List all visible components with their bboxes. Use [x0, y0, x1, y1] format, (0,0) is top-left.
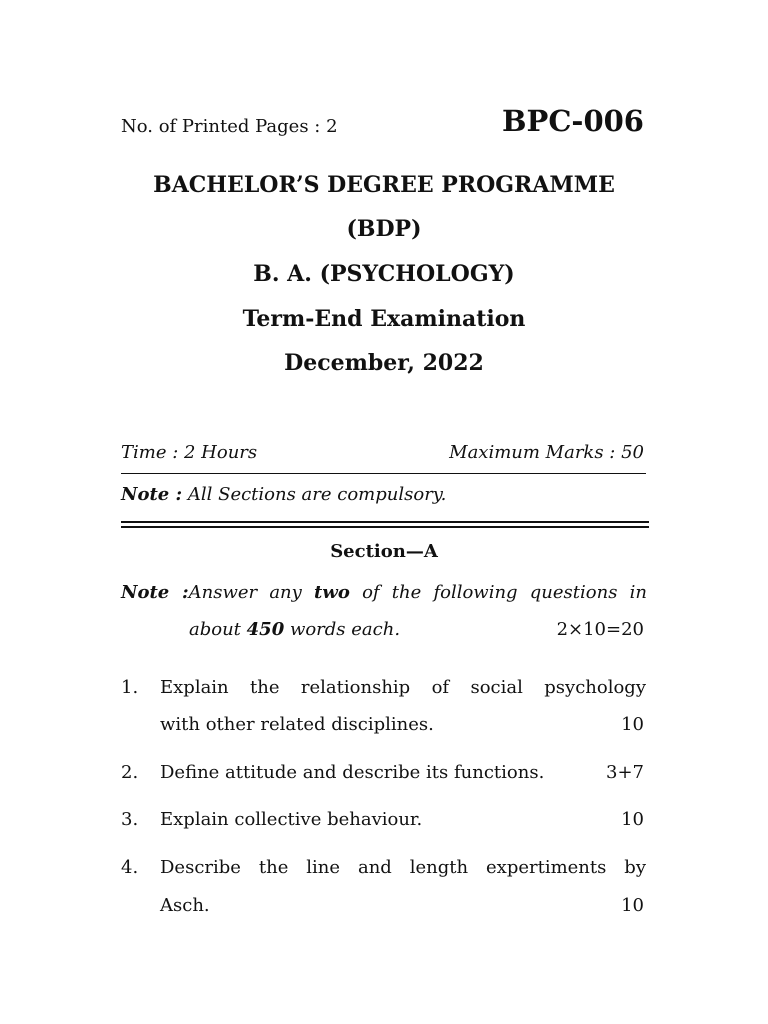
question-marks: 10: [621, 809, 644, 830]
section-note-text: of the following questions in: [349, 582, 647, 603]
programme-title: BACHELOR’S DEGREE PROGRAMME: [153, 172, 615, 198]
section-note-label: Note :: [121, 582, 189, 603]
maximum-marks: Maximum Marks : 50: [449, 442, 644, 463]
exam-session: December, 2022: [284, 350, 484, 376]
question-number: 3.: [121, 809, 139, 830]
section-note-line2: [189, 619, 400, 640]
paper-code: BPC-006: [502, 104, 644, 138]
section-note-text: words each.: [284, 619, 401, 640]
time-allowed: Time : 2 Hours: [121, 442, 258, 463]
question-marks: 3+7: [606, 762, 644, 783]
section-note-text: about: [189, 619, 247, 640]
general-note: [121, 484, 446, 505]
section-note-words: 450: [246, 619, 285, 640]
double-divider-top: [121, 521, 649, 523]
question-text: Describe the line and length expertiments by: [160, 857, 646, 878]
question-marks: 10: [621, 714, 644, 735]
section-note-text: Answer any: [188, 582, 315, 603]
course-title: B. A. (PSYCHOLOGY): [253, 261, 515, 287]
general-note-label: Note :: [121, 484, 183, 505]
section-heading: Section—A: [330, 541, 438, 562]
programme-abbr: (BDP): [346, 216, 422, 242]
section-note-line1: [121, 582, 647, 603]
section-marks-scheme: 2×10=20: [556, 619, 644, 640]
section-note-count: two: [314, 582, 350, 603]
question-text: Asch.: [160, 895, 210, 916]
question-text: with other related disciplines.: [160, 714, 434, 735]
question-text: Explain collective behaviour.: [160, 809, 423, 830]
general-note-text: All Sections are compulsory.: [187, 484, 447, 505]
question-text: Explain the relationship of social psychology: [160, 677, 646, 698]
exam-title: Term-End Examination: [242, 306, 526, 332]
question-marks: 10: [621, 895, 644, 916]
printed-pages-count: No. of Printed Pages : 2: [121, 116, 338, 137]
question-number: 4.: [121, 857, 139, 878]
double-divider-bottom: [121, 526, 649, 528]
divider: [121, 473, 646, 474]
question-text: Define attitude and describe its functions.: [160, 762, 545, 783]
question-number: 2.: [121, 762, 139, 783]
question-number: 1.: [121, 677, 139, 698]
